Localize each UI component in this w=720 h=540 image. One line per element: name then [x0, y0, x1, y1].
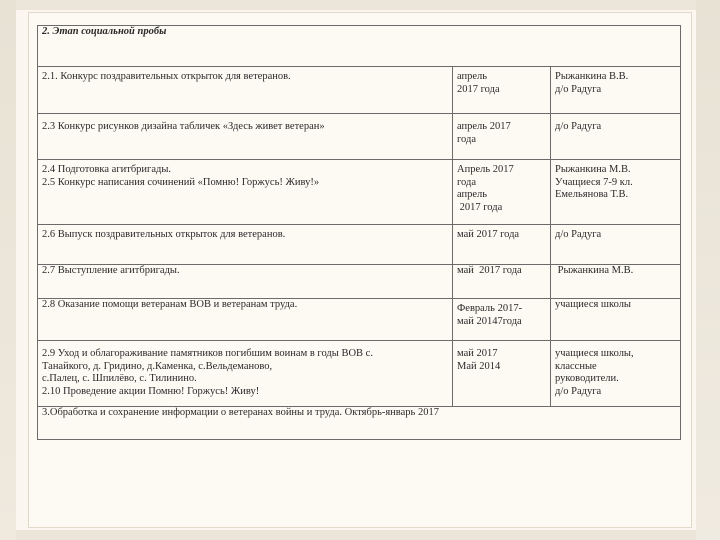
responsible-text: Рыжанкина М.В. [555, 164, 631, 175]
date-text: апрель [457, 71, 488, 82]
activity-text: 2.4 Подготовка агитбригады. [42, 164, 172, 175]
activity-text: 2.6 Выпуск поздравительных открыток для ветеранов. [42, 229, 286, 240]
date-cell [453, 114, 551, 160]
date-cell [453, 67, 551, 114]
date-text: апрель [457, 189, 488, 201]
table-row [38, 67, 681, 114]
date-text: май 20147года [457, 315, 522, 327]
responsible-cell [551, 341, 681, 407]
activity-text: 2.5 Конкурс написания сочинений «Помню! Горжусь! Живу!» [42, 176, 320, 188]
top-band [0, 0, 720, 10]
date-text: года [457, 176, 476, 188]
final-row-text: 3.Обработка и сохранение информации о ветеранах войны и труда. Октябрь-январь 2017 [42, 407, 439, 418]
date-cell [453, 299, 551, 341]
right-decor-stripe [696, 0, 720, 540]
date-text: года [457, 133, 476, 145]
date-cell [453, 265, 551, 299]
date-cell [453, 225, 551, 265]
activity-text: 2.10 Проведение акции Помню! Горжусь! Живу! [42, 385, 260, 397]
bottom-band [0, 530, 720, 540]
date-text: 2017 года [457, 83, 500, 95]
activity-cell [38, 265, 453, 299]
responsible-text: д/о Радуга [555, 121, 602, 132]
table-row [38, 114, 681, 160]
responsible-text: Рыжанкина В.В. [555, 71, 629, 82]
activity-text: Танайкого, д. Гридино, д.Каменка, с.Вельдеманово, [42, 360, 273, 372]
activity-table [37, 25, 681, 440]
activity-text: 2.9 Уход и облагораживание памятников погибшим воинам в годы ВОВ с. [42, 348, 373, 359]
left-decor-stripe [0, 0, 16, 540]
date-text: апрель 2017 [457, 121, 511, 132]
responsible-text: Рыжанкина М.В. [555, 265, 634, 276]
responsible-text: д/о Радуга [555, 229, 602, 240]
date-text: Апрель 2017 [457, 164, 514, 175]
activity-cell [38, 67, 453, 114]
activity-cell [38, 341, 453, 407]
activity-text: 2.8 Оказание помощи ветеранам ВОВ и ветеранам труда. [42, 299, 298, 310]
activity-cell [38, 160, 453, 225]
responsible-text: учащиеся школы, [555, 348, 634, 359]
responsible-cell [551, 265, 681, 299]
responsible-cell [551, 67, 681, 114]
activity-text: с.Палец, с. Шпилёво, с. Тилинино. [42, 373, 197, 385]
table-row [38, 341, 681, 407]
activity-cell [38, 299, 453, 341]
responsible-text: учащиеся школы [555, 299, 631, 310]
date-text: Май 2014 [457, 360, 501, 372]
title-row [38, 26, 681, 67]
responsible-text: д/о Радуга [555, 385, 602, 397]
table-row [38, 225, 681, 265]
responsible-cell [551, 299, 681, 341]
date-cell [453, 341, 551, 407]
date-text: май 2017 года [457, 229, 520, 240]
responsible-cell [551, 114, 681, 160]
responsible-text: руководители. [555, 373, 619, 385]
responsible-cell [551, 225, 681, 265]
responsible-cell [551, 160, 681, 225]
stage-title: 2. Этап социальной пробы [38, 26, 681, 67]
date-text: 2017 года [457, 201, 503, 213]
activity-text: 2.1. Конкурс поздравительных открыток для ветеранов. [42, 71, 291, 82]
activity-cell [38, 114, 453, 160]
date-cell [453, 160, 551, 225]
table-row [38, 265, 681, 299]
table-row [38, 407, 681, 440]
responsible-text: классные [555, 360, 597, 372]
activity-cell [38, 225, 453, 265]
date-text: май 2017 [457, 348, 498, 359]
responsible-text: Емельянова Т.В. [555, 189, 629, 201]
final-row-cell [38, 407, 681, 440]
activity-text: 2.7 Выступление агитбригады. [42, 265, 180, 276]
activity-text: 2.3 Конкурс рисунков дизайна табличек «Здесь живет ветеран» [42, 121, 325, 132]
table-row [38, 160, 681, 225]
date-text: май 2017 года [457, 265, 522, 276]
table-row [38, 299, 681, 341]
date-text: Февраль 2017- [457, 303, 523, 314]
responsible-text: д/о Радуга [555, 83, 602, 95]
responsible-text: Учащиеся 7-9 кл. [555, 176, 633, 188]
